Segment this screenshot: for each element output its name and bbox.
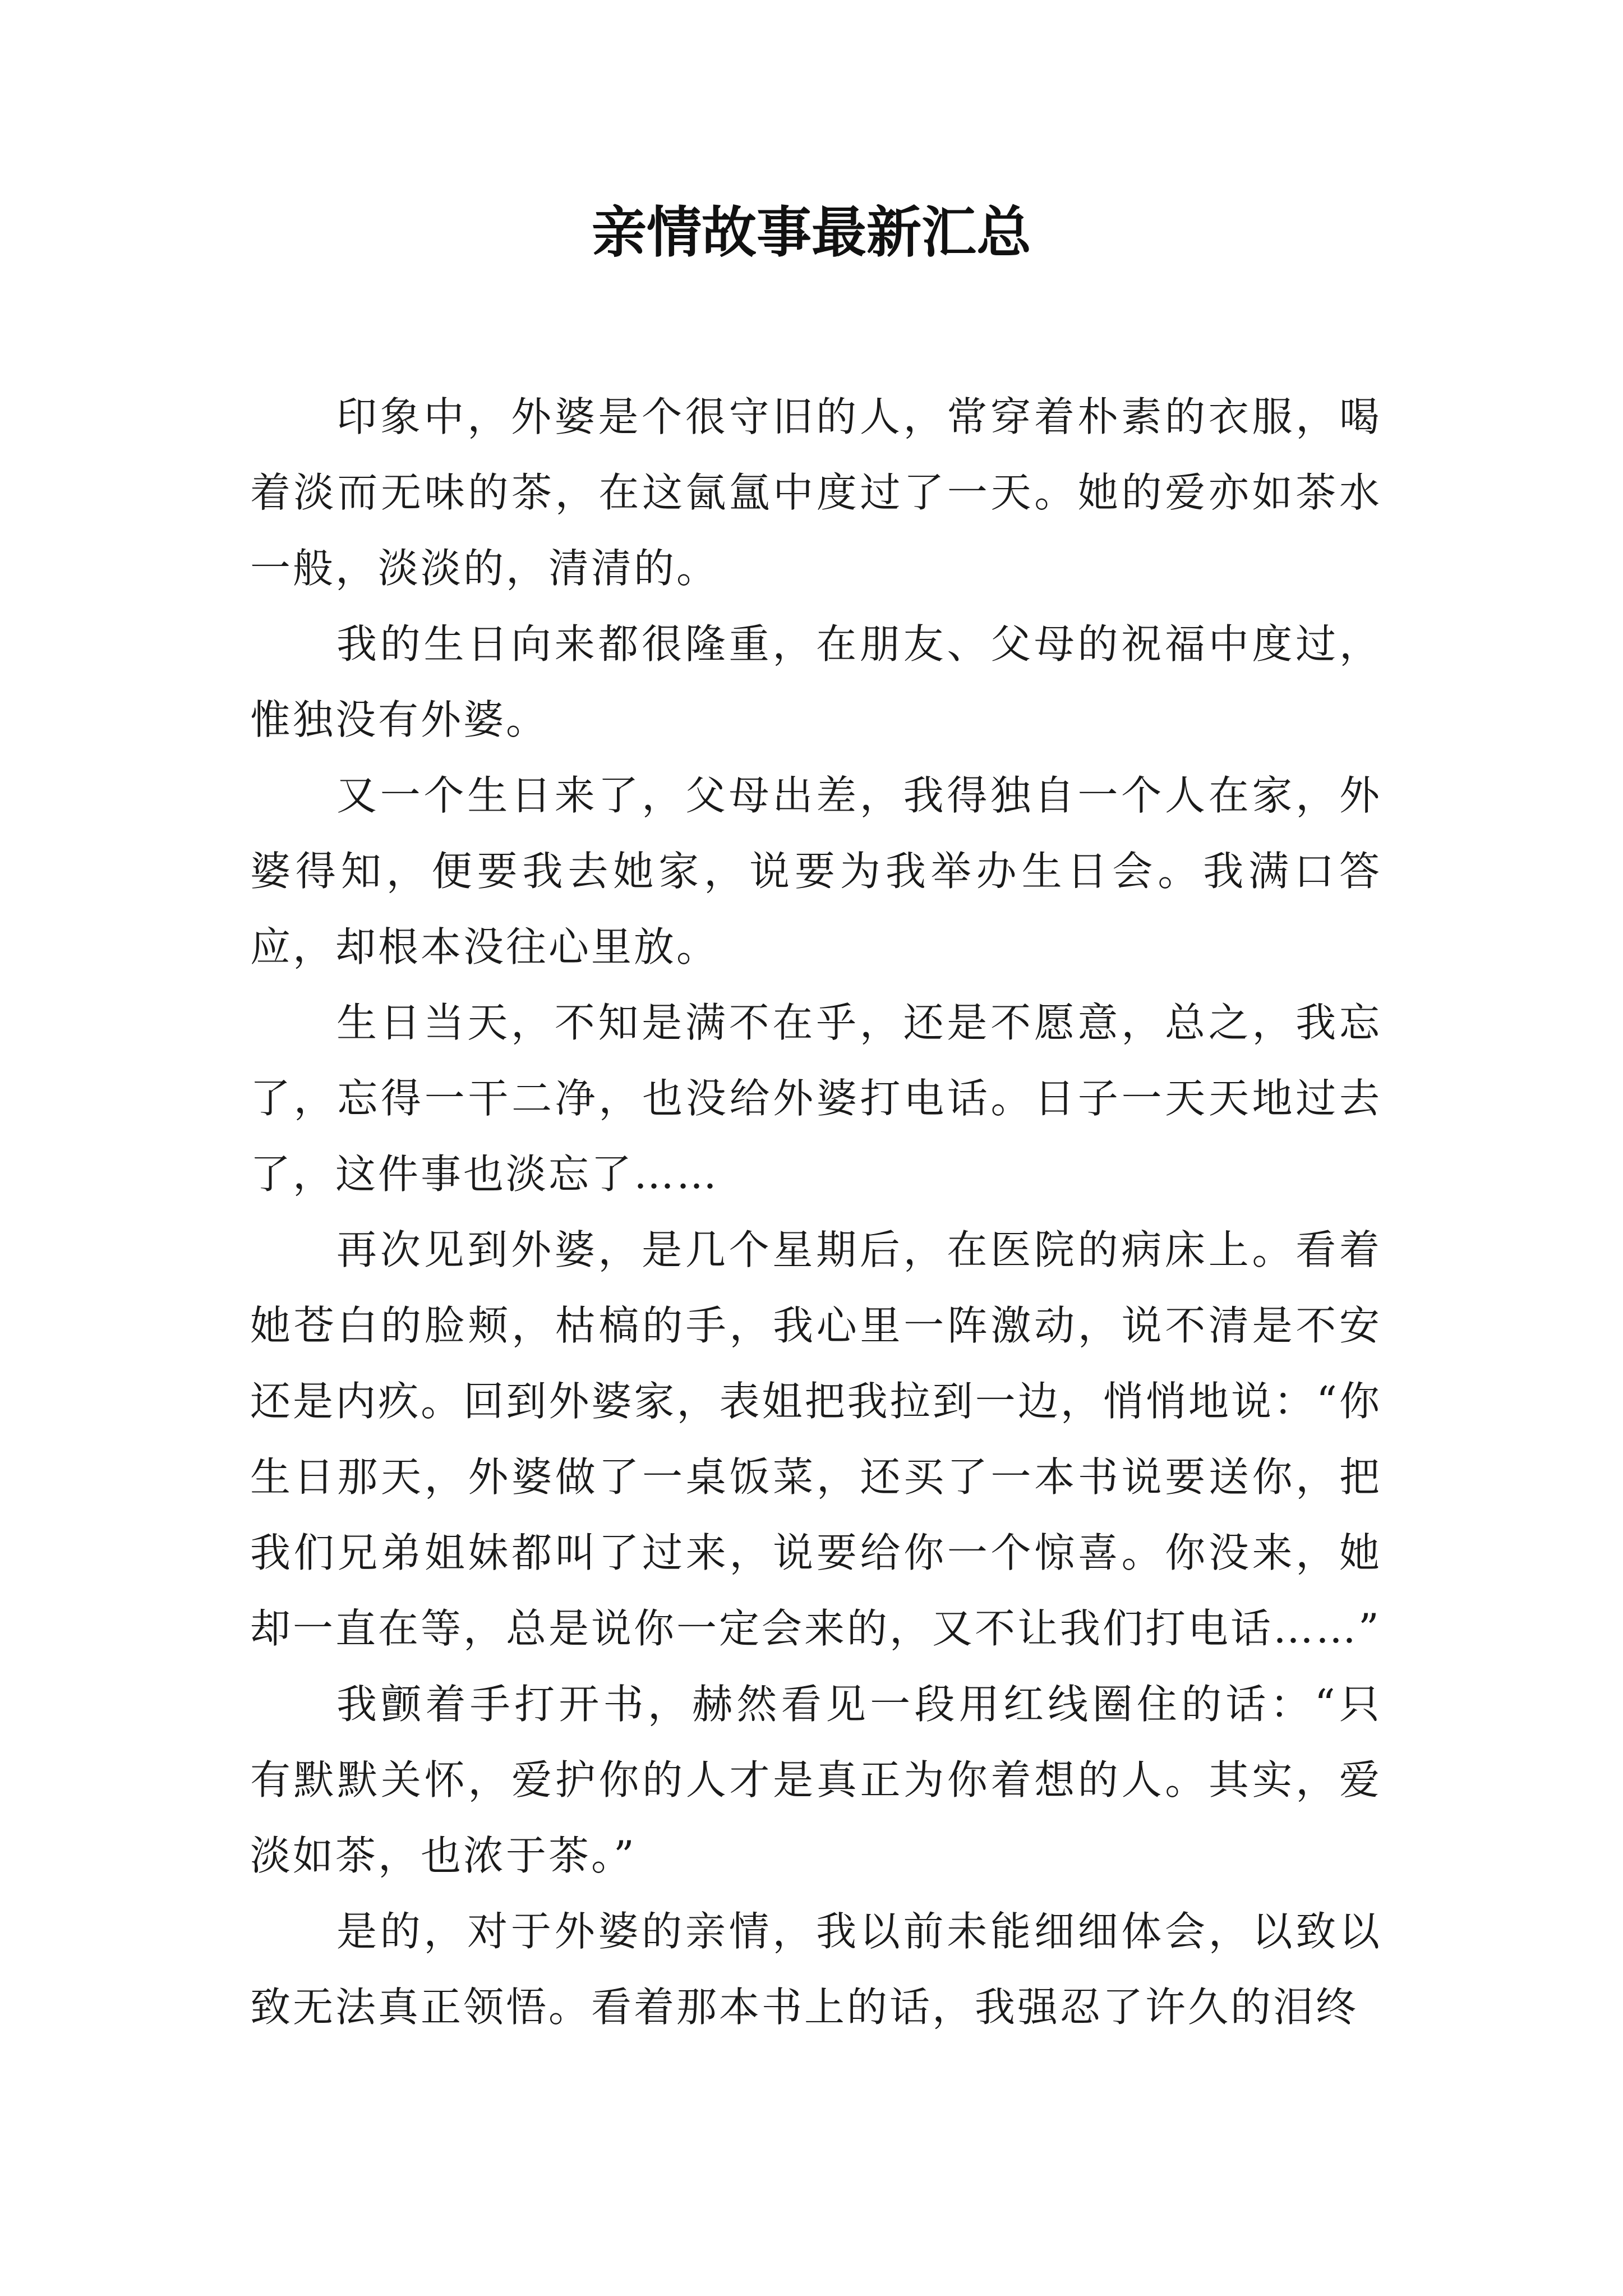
paragraph: 印象中，外婆是个很守旧的人，常穿着朴素的衣服，喝着淡而无味的茶，在这氤氲中度过了一天。她的爱亦如茶水一般，淡淡的，清清的。	[250, 393, 1382, 592]
paragraph: 生日当天，不知是满不在乎，还是不愿意，总之，我忘了，忘得一干二净，也没给外婆打电话。日子一天天地过去了，这件事也淡忘了……	[250, 999, 1382, 1198]
document-title: 亲情故事最新汇总	[591, 200, 1031, 265]
paragraph: 再次见到外婆，是几个星期后，在医院的病床上。看着她苍白的脸颊，枯槁的手，我心里一阵激动，说不清是不安还是内疚。回到外婆家，表姐把我拉到一边，悄悄地说：“你生日那天，外婆做了一桌饭菜，还买了一本书说要送你，把我们兄弟姐妹都叫了过来，说要给你一个惊喜。你没来，她却一直在等，总是说你一定会来的，又不让我们打电话……”	[250, 1226, 1382, 1652]
paragraph: 又一个生日来了，父母出差，我得独自一个人在家，外婆得知，便要我去她家，说要为我举办生日会。我满口答应，却根本没往心里放。	[250, 772, 1382, 970]
paragraph: 我颤着手打开书，赫然看见一段用红线圈住的话：“只有默默关怀，爱护你的人才是真正为你着想的人。其实，爱淡如茶，也浓于茶。”	[250, 1681, 1382, 1879]
paragraph: 我的生日向来都很隆重，在朋友、父母的祝福中度过，惟独没有外婆。	[250, 620, 1382, 743]
paragraph: 是的，对于外婆的亲情，我以前未能细细体会，以致以致无法真正领悟。看着那本书上的话，我强忍了许久的泪终	[250, 1908, 1382, 2031]
document-body	[250, 379, 1382, 2045]
